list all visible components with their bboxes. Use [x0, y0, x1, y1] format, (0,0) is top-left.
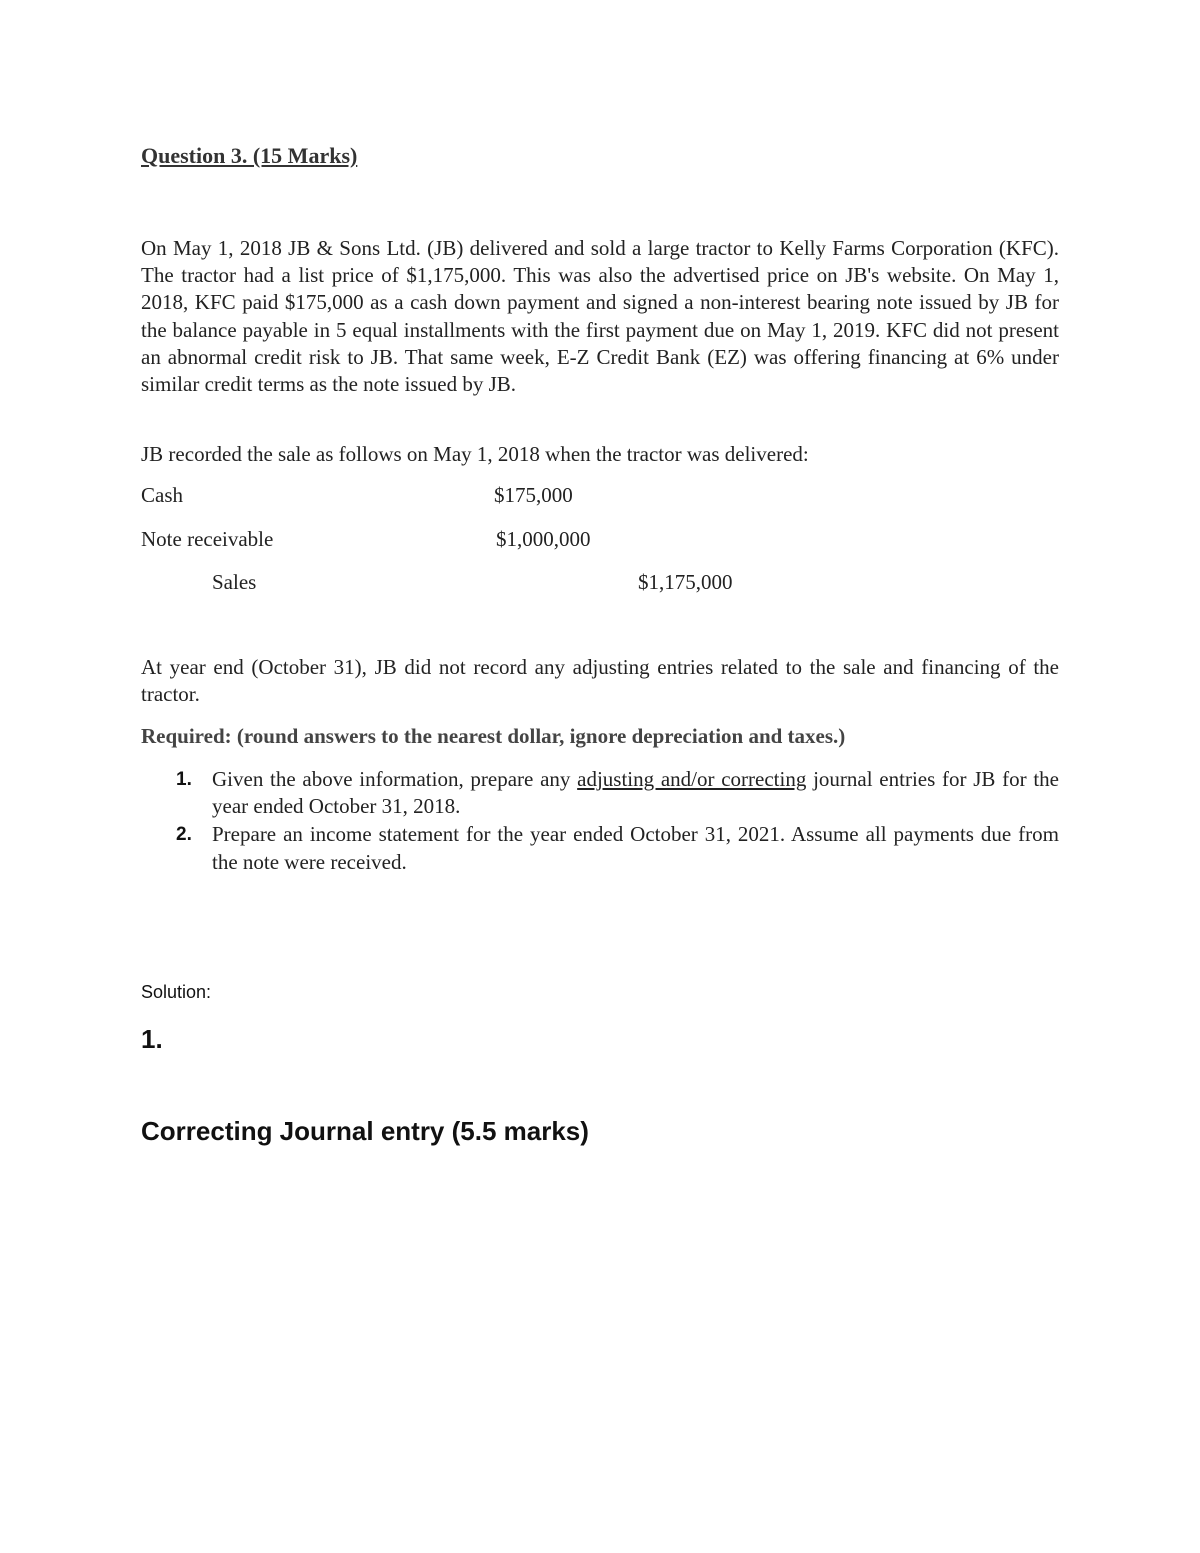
list-item-text-post: journal entries for JB for the year ended October 31, 2018.: [212, 767, 1059, 819]
list-item-underlined: adjusting and/or correcting: [577, 767, 807, 791]
solution-number: 1.: [141, 1024, 163, 1054]
year-end-paragraph: At year end (October 31), JB did not record any adjusting entries related to the sale and financing of the tractor.: [141, 655, 1059, 707]
list-item-text-pre: Given the above information, prepare any: [212, 767, 578, 791]
solution-label: Solution:: [141, 982, 212, 1002]
requirements-list: [141, 766, 1059, 877]
list-item: [141, 766, 1059, 820]
list-number: 2.: [176, 824, 192, 846]
journal-cash-amount: $175,000: [494, 483, 573, 507]
list-item-text: Prepare an income statement for the year ended October 31, 2021. Assume all payments due from the note were received.: [212, 822, 1059, 874]
problem-paragraph: On May 1, 2018 JB & Sons Ltd. (JB) delivered and sold a large tractor to Kelly Farms Corporation (KFC). The tractor had a list price of $1,175,000. This was also the advertised price on JB's website. On May 1, 2018, KFC paid $175,000 as a cash down payment and signed a non-interest bearing note issued by JB for the balance payable in 5 equal installments with the first payment due on May 1, 2019. KFC did not present an abnormal credit risk to JB. That same week, E-Z Credit Bank (EZ) was offering financing at 6% under similar credit terms as the note issued by JB.: [141, 236, 1059, 397]
solution-heading: Correcting Journal entry (5.5 marks): [141, 1116, 589, 1146]
list-number: 1.: [176, 769, 192, 790]
journal-sales-label: Sales: [212, 570, 257, 594]
required-heading: Required: (round answers to the nearest dollar, ignore depreciation and taxes.): [141, 724, 846, 748]
list-item: [141, 821, 1059, 875]
journal-intro: JB recorded the sale as follows on May 1, 2018 when the tractor was delivered:: [141, 442, 809, 466]
journal-cash-label: Cash: [141, 483, 183, 507]
journal-note-amount: $1,000,000: [496, 527, 591, 551]
journal-sales-amount: $1,175,000: [638, 570, 733, 594]
journal-note-label: Note receivable: [141, 527, 274, 551]
question-title: Question 3. (15 Marks): [141, 143, 358, 168]
